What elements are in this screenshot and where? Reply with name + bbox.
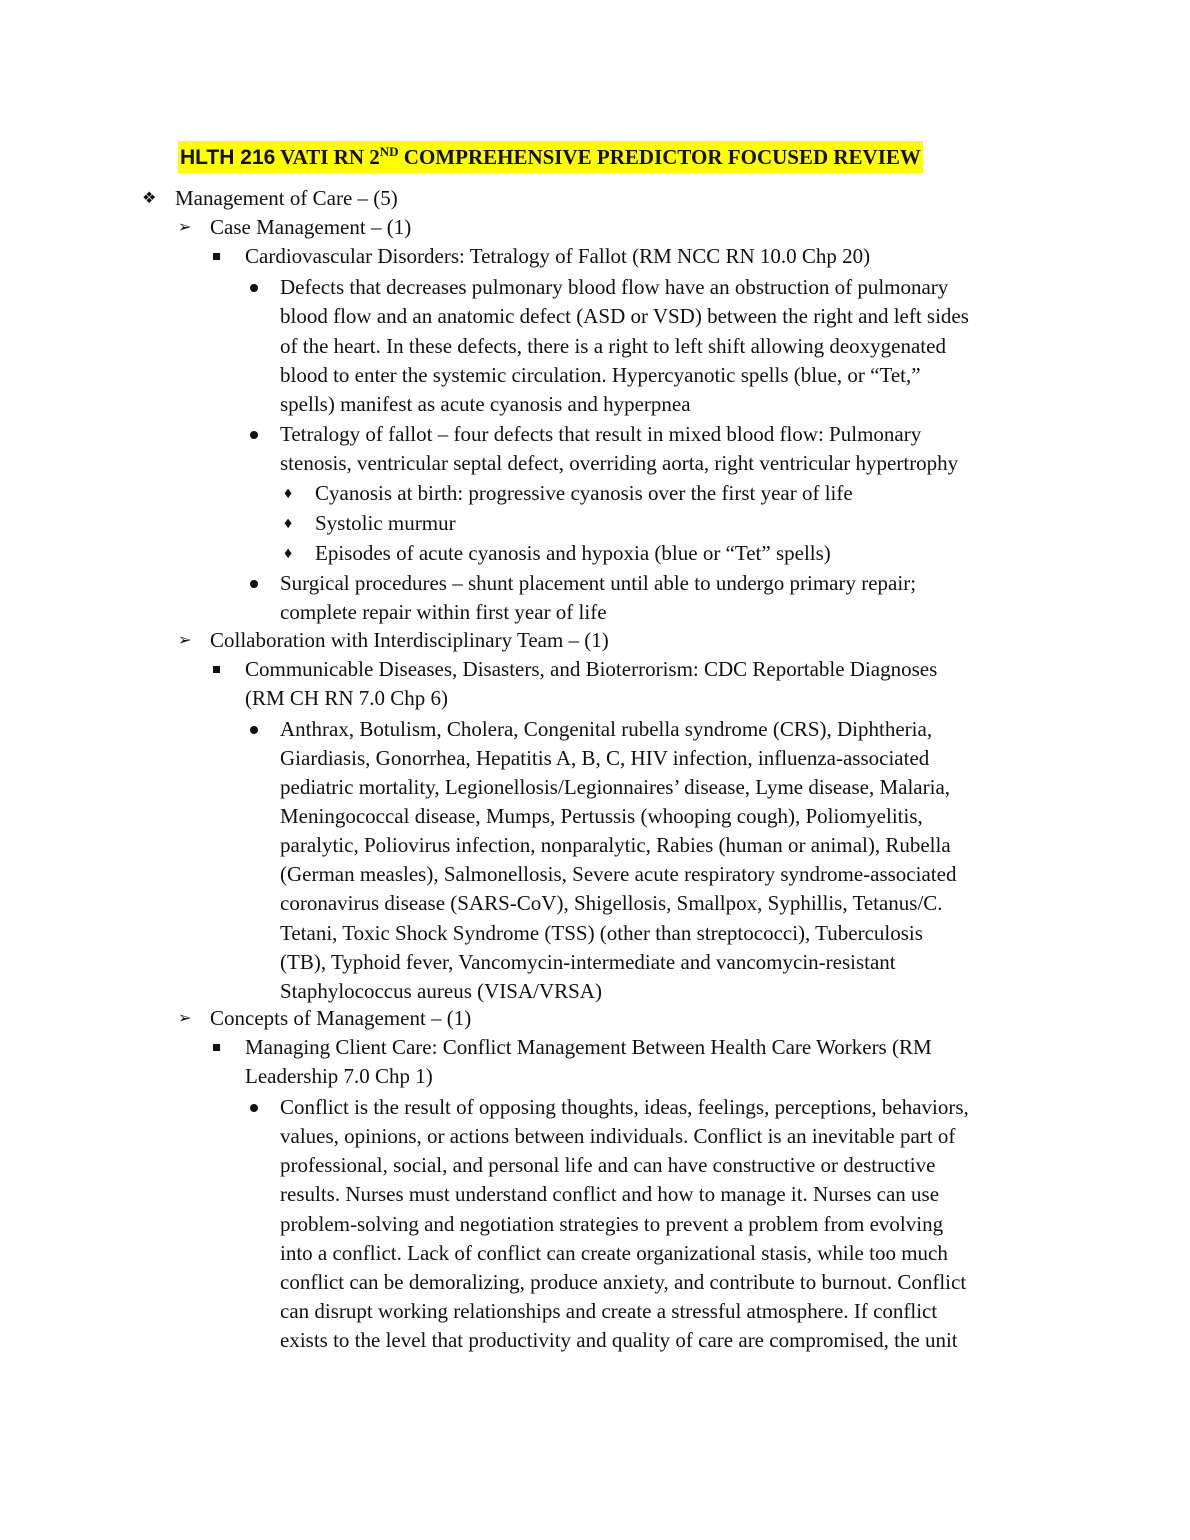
bullet-text-line: into a conflict. Lack of conflict can create organizational stasis, while too much xyxy=(280,1240,948,1265)
arrowhead-bullet-icon: ➢ xyxy=(178,631,192,649)
bullet-text-line: Defects that decreases pulmonary blood flow have an obstruction of pulmonary xyxy=(280,275,949,300)
title-superscript: ND xyxy=(379,144,399,159)
subsection-heading: Concepts of Management – (1) xyxy=(210,1005,472,1030)
bullet-text-line: Staphylococcus aureus (VISA/VRSA) xyxy=(280,978,602,1003)
bullet-text-line: blood flow and an anatomic defect (ASD or VSD) between the right and left sides xyxy=(280,304,969,329)
square-bullet-icon xyxy=(213,1044,220,1051)
bullet-text-line: professional, social, and personal life and can have constructive or destructive xyxy=(280,1153,936,1178)
subsection-heading: Case Management – (1) xyxy=(210,215,412,240)
document-title xyxy=(178,141,923,173)
bullet-text-line: complete repair within first year of life xyxy=(280,600,607,625)
diamond-bullet-icon: ♦ xyxy=(284,485,293,502)
bullet-text-line: blood to enter the systemic circulation. Hypercyanotic spells (blue, or “Tet,” xyxy=(280,362,921,387)
bullet-text-line: values, opinions, or actions between individuals. Conflict is an inevitable part of xyxy=(280,1124,956,1149)
topic-heading-line: Leadership 7.0 Chp 1) xyxy=(245,1064,433,1088)
arrowhead-bullet-icon: ➢ xyxy=(178,1009,192,1027)
bullet-text-line: coronavirus disease (SARS-CoV), Shigellosis, Smallpox, Syphillis, Tetanus/C. xyxy=(280,891,943,916)
diamond-bullet-icon: ♦ xyxy=(284,515,293,533)
bullet-text-line: can disrupt working relationships and create a stressful atmosphere. If conflict xyxy=(280,1298,938,1323)
bullet-text-line: Anthrax, Botulism, Cholera, Congenital rubella syndrome (CRS), Diphtheria, xyxy=(280,716,933,741)
dot-bullet-icon xyxy=(250,580,258,588)
bullet-text-line: spells) manifest as acute cyanosis and hyperpnea xyxy=(280,391,691,416)
bullet-text-line: of the heart. In these defects, there is a right to left shift allowing deoxygenated xyxy=(280,333,946,358)
bullet-text-line: Giardiasis, Gonorrhea, Hepatitis A, B, C, HIV infection, influenza-associated xyxy=(280,745,930,770)
bullet-text-line: stenosis, ventricular septal defect, overriding aorta, right ventricular hypertrophy xyxy=(280,450,959,475)
diamond-bullet-icon: ♦ xyxy=(284,545,293,563)
dot-bullet-icon xyxy=(250,726,258,734)
topic-heading-line: Communicable Diseases, Disasters, and Bioterrorism: CDC Reportable Diagnoses xyxy=(245,656,938,681)
dot-bullet-icon xyxy=(250,284,258,292)
sub-bullet-text: Cyanosis at birth: progressive cyanosis over the first year of life xyxy=(315,481,853,505)
bullet-text-line: (German measles), Salmonellosis, Severe acute respiratory syndrome-associated xyxy=(280,862,957,887)
bullet-text-line: Tetani, Toxic Shock Syndrome (TSS) (other than streptococci), Tuberculosis xyxy=(280,920,923,945)
title-course-code: HLTH 216 xyxy=(180,146,276,169)
bullet-text-line: problem-solving and negotiation strategies to prevent a problem from evolving xyxy=(280,1211,944,1236)
four-diamond-bullet-icon: ❖ xyxy=(142,190,157,207)
sub-bullet-text: Episodes of acute cyanosis and hypoxia (blue or “Tet” spells) xyxy=(315,541,831,566)
topic-heading-line: (RM CH RN 7.0 Chp 6) xyxy=(245,685,449,710)
bullet-text-line: Surgical procedures – shunt placement until able to undergo primary repair; xyxy=(280,571,917,596)
title-part2: COMPREHENSIVE PREDICTOR FOCUSED REVIEW xyxy=(398,145,921,169)
bullet-text-line: pediatric mortality, Legionellosis/Legionnaires’ disease, Lyme disease, Malaria, xyxy=(280,775,951,799)
bullet-text-line: Meningococcal disease, Mumps, Pertussis (whooping cough), Poliomyelitis, xyxy=(280,804,923,829)
bullet-text-line: Conflict is the result of opposing thoughts, ideas, feelings, perceptions, behaviors, xyxy=(280,1095,969,1120)
bullet-text-line: paralytic, Poliovirus infection, nonparalytic, Rabies (human or animal), Rubella xyxy=(280,833,951,858)
subsection-heading: Collaboration with Interdisciplinary Team – (1) xyxy=(210,627,609,652)
sub-bullet-text: Systolic murmur xyxy=(315,511,456,536)
square-bullet-icon xyxy=(213,666,220,673)
arrowhead-bullet-icon: ➢ xyxy=(178,219,192,237)
bullet-text-line: (TB), Typhoid fever, Vancomycin-intermediate and vancomycin-resistant xyxy=(280,949,896,974)
dot-bullet-icon xyxy=(250,1104,258,1112)
bullet-text-line: exists to the level that productivity and quality of care are compromised, the unit xyxy=(280,1327,958,1352)
topic-heading-line: Managing Client Care: Conflict Management Between Health Care Workers (RM xyxy=(245,1034,932,1059)
section-heading: Management of Care – (5) xyxy=(175,186,398,210)
bullet-text-line: conflict can be demoralizing, produce anxiety, and contribute to burnout. Conflict xyxy=(280,1269,967,1294)
title-part1: VATI RN 2 xyxy=(275,145,380,169)
square-bullet-icon xyxy=(213,253,220,260)
topic-heading-line: Cardiovascular Disorders: Tetralogy of Fallot (RM NCC RN 10.0 Chp 20) xyxy=(245,244,871,269)
dot-bullet-icon xyxy=(250,431,258,439)
bullet-text-line: Tetralogy of fallot – four defects that result in mixed blood flow: Pulmonary xyxy=(280,421,922,446)
bullet-text-line: results. Nurses must understand conflict and how to manage it. Nurses can use xyxy=(280,1182,940,1207)
